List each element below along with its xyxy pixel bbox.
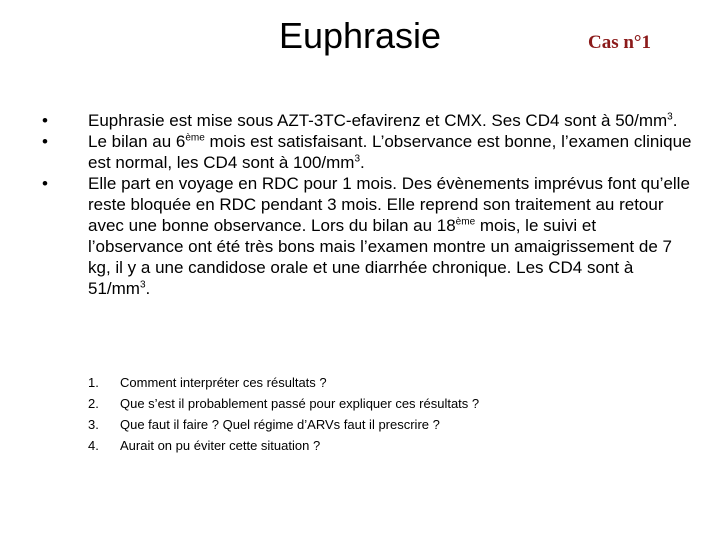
bullet-text: mois est satisfaisant. L’observance est bonne, l’examen clinique est normal, les CD4 sont à 100/mm xyxy=(88,132,692,172)
case-label: Cas n°1 xyxy=(588,32,652,53)
question-item xyxy=(88,372,688,393)
bullet-text: Elle part en voyage en RDC pour 1 mois. Des évènements imprévus font qu’elle reste bloquée en RDC pendant 3 mois. Elle reprend son traitement au retour avec une bonne observance. Lors du bilan au 18 xyxy=(88,174,690,235)
question-item xyxy=(88,414,688,435)
bullet-item xyxy=(42,131,692,173)
bullet-marker: • xyxy=(42,132,48,151)
bullet-text: Le bilan au 6 xyxy=(88,132,186,151)
question-text: Que faut il faire ? Quel régime d’ARVs faut il prescrire ? xyxy=(120,417,440,432)
bullet-marker: • xyxy=(42,111,48,130)
bullet-text: Euphrasie est mise sous AZT-3TC-efavirenz et CMX. Ses CD4 sont à 50/mm xyxy=(88,111,668,130)
superscript: 3 xyxy=(354,153,361,165)
bullet-list xyxy=(42,110,692,299)
question-text: Que s’est il probablement passé pour expliquer ces résultats ? xyxy=(120,396,480,411)
question-item xyxy=(88,435,688,456)
question-text: Comment interpréter ces résultats ? xyxy=(120,375,327,390)
bullet-item xyxy=(42,110,692,131)
question-item xyxy=(88,393,688,414)
superscript: 3 xyxy=(139,279,146,291)
question-number: 1. xyxy=(88,375,99,390)
bullet-text: . xyxy=(672,111,678,130)
question-text: Aurait on pu éviter cette situation ? xyxy=(120,438,321,453)
superscript: ème xyxy=(185,132,205,144)
bullet-text: . xyxy=(145,279,151,298)
bullet-marker: • xyxy=(42,174,48,193)
question-list xyxy=(88,372,688,456)
bullet-text: mois, le suivi et l’observance ont été très bons mais l’examen montre un amaigrissement de 7 kg, il y a une candidose orale et une diarrhée chronique. Les CD4 sont à 51/mm xyxy=(88,216,672,298)
bullet-text: . xyxy=(360,153,365,172)
superscript: ème xyxy=(455,216,476,228)
slide-title: Euphrasie xyxy=(278,15,442,56)
superscript: 3 xyxy=(667,111,673,123)
question-number: 2. xyxy=(88,396,99,411)
question-number: 3. xyxy=(88,417,99,432)
question-number: 4. xyxy=(88,438,99,453)
bullet-item xyxy=(42,173,692,299)
